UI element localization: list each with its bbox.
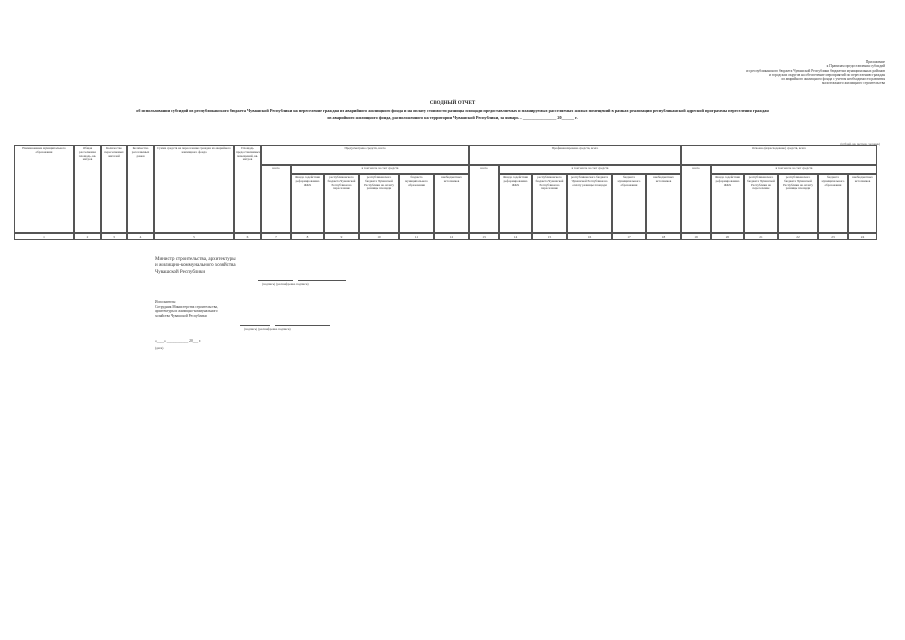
executor-name-line (275, 325, 330, 326)
executor-signature-block (155, 300, 218, 318)
header-area: Общая расселяемая площадь, кв. метров (74, 145, 101, 233)
column-number: 12 (434, 233, 469, 240)
column-number: 16 (567, 233, 612, 240)
group-b-sub: республиканского бюджета Чувашской Республики на переселение (532, 174, 567, 233)
column-number: 7 (261, 233, 291, 240)
group-c-sub: бюджета муниципального образования (818, 174, 848, 233)
appendix-line: малоэтажного жилищного строительства (822, 81, 885, 86)
group-a-total: всего (261, 165, 291, 233)
column-number: 4 (127, 233, 154, 240)
header-municipality: Наименование муниципального образования (14, 145, 74, 233)
column-number: 14 (499, 233, 532, 240)
report-subtitle: об использовании субсидий из республиканского бюджета Чувашской Республики на переселение граждан из аварийного жилищного фонда и на оплату стоимости разницы площади предоставляемых и планируемых расселяемых жилых помещений в рамках реализации республиканской адресной программы переселения граждан (136, 108, 769, 113)
group-a-sub: внебюджетных источников (434, 174, 469, 233)
column-number: 15 (532, 233, 567, 240)
column-number: 18 (646, 233, 681, 240)
header-residents: Количество переселяемых жителей (101, 145, 127, 233)
executor-line: архитектуры и жилищно-коммунального (155, 309, 218, 314)
group-a-incl: в том числе за счет средств (291, 165, 469, 174)
executor-line: Сотрудник Министерства строительства, (155, 304, 218, 309)
minister-signature-block (155, 257, 236, 276)
column-number: 11 (399, 233, 434, 240)
group-c-sub: республиканского бюджета Чувашской Республики на переселение (744, 174, 778, 233)
date-caption: (дата) (155, 346, 164, 350)
minister-line: и жилищно-коммунального хозяйства (155, 263, 236, 269)
report-table (14, 145, 877, 240)
appendix-line: к Правилам предоставления субсидий (826, 64, 885, 69)
header-houses: Количество расселяемых домов (127, 145, 154, 233)
column-number: 13 (469, 233, 499, 240)
appendix-line: и городских округов на обеспечение мероприятий по переселению граждан (768, 72, 885, 77)
minister-signature-line (258, 280, 293, 281)
executor-line: хозяйства Чувашской Республики (155, 313, 207, 318)
group-c-sub: республиканского бюджета Чувашской Республики на оплату разницы площади (778, 174, 818, 233)
group-financed: Профинансировано средств, всего (469, 145, 681, 165)
group-spent: Освоено (израсходовано) средств, всего (681, 145, 877, 165)
appendix-line: Приложение (865, 60, 885, 64)
executor-signature-line (240, 325, 270, 326)
group-c-total: всего (681, 165, 711, 233)
group-a-sub: бюджета муниципального образования (399, 174, 434, 233)
appendix-line: из аварийного жилищного фонда с учетом необходимости развития (781, 77, 885, 82)
column-number: 9 (324, 233, 359, 240)
header-funds: Сумма средств на переселение граждан из аварийного жилищного фонда (154, 145, 234, 233)
column-number: 23 (818, 233, 848, 240)
group-c-sub: Фонда содействия реформированию ЖКХ (711, 174, 744, 233)
minister-line: Чувашской Республики (155, 269, 206, 275)
group-a-sub: Фонда содействия реформированию ЖКХ (291, 174, 324, 233)
group-b-sub: бюджета муниципального образования (612, 174, 646, 233)
group-c-sub: внебюджетных источников (848, 174, 877, 233)
minister-name-line (298, 280, 346, 281)
group-c-incl: в том числе за счет средств (711, 165, 877, 174)
executor-line: Исполнитель: (155, 300, 177, 304)
column-number: 21 (744, 233, 778, 240)
column-number: 22 (778, 233, 818, 240)
group-b-incl: в том числе за счет средств (499, 165, 681, 174)
column-number: 8 (291, 233, 324, 240)
group-b-sub: внебюджетных источников (646, 174, 681, 233)
units-note: (рублей, кв. метров, человек) (840, 142, 880, 146)
group-b-sub: республиканского бюджета Чувашской Республики на оплату разницы площади (567, 174, 612, 233)
column-number: 20 (711, 233, 744, 240)
executor-signature-hint: (подпись) (расшифровка подписи) (244, 327, 291, 331)
column-number: 1 (14, 233, 74, 240)
appendix-line: из республиканского бюджета Чувашской Республики бюджетам муниципальных районов (746, 68, 885, 73)
date-row: «____» ____________ 20___ г. (155, 339, 201, 343)
column-number: 19 (681, 233, 711, 240)
group-b-total: всего (469, 165, 499, 233)
column-number: 17 (612, 233, 646, 240)
group-provided: Предусмотрено средств, всего (261, 145, 469, 165)
column-number: 10 (359, 233, 399, 240)
group-b-sub: Фонда содействия реформированию ЖКХ (499, 174, 532, 233)
report-period: из аварийного жилищного фонда, расположенного на территории Чувашской Республики, за январь – ________________ 20______ г. (327, 115, 578, 120)
minister-line: Министр строительства, архитектуры (155, 257, 236, 262)
column-number: 24 (848, 233, 877, 240)
appendix-header (700, 60, 885, 86)
group-a-sub: республиканского бюджета Чувашской Республики на оплату разницы площади (359, 174, 399, 233)
report-title: СВОДНЫЙ ОТЧЕТ (429, 101, 476, 106)
header-provided-area: Площадь предоставляемых помещений, кв. метров (234, 145, 261, 233)
column-number: 6 (234, 233, 261, 240)
minister-signature-hint: (подпись) (расшифровка подписи) (262, 282, 309, 286)
column-number: 3 (101, 233, 127, 240)
group-a-sub: республиканского бюджета Чувашской Республики на переселение (324, 174, 359, 233)
column-number: 5 (154, 233, 234, 240)
column-number: 2 (74, 233, 101, 240)
